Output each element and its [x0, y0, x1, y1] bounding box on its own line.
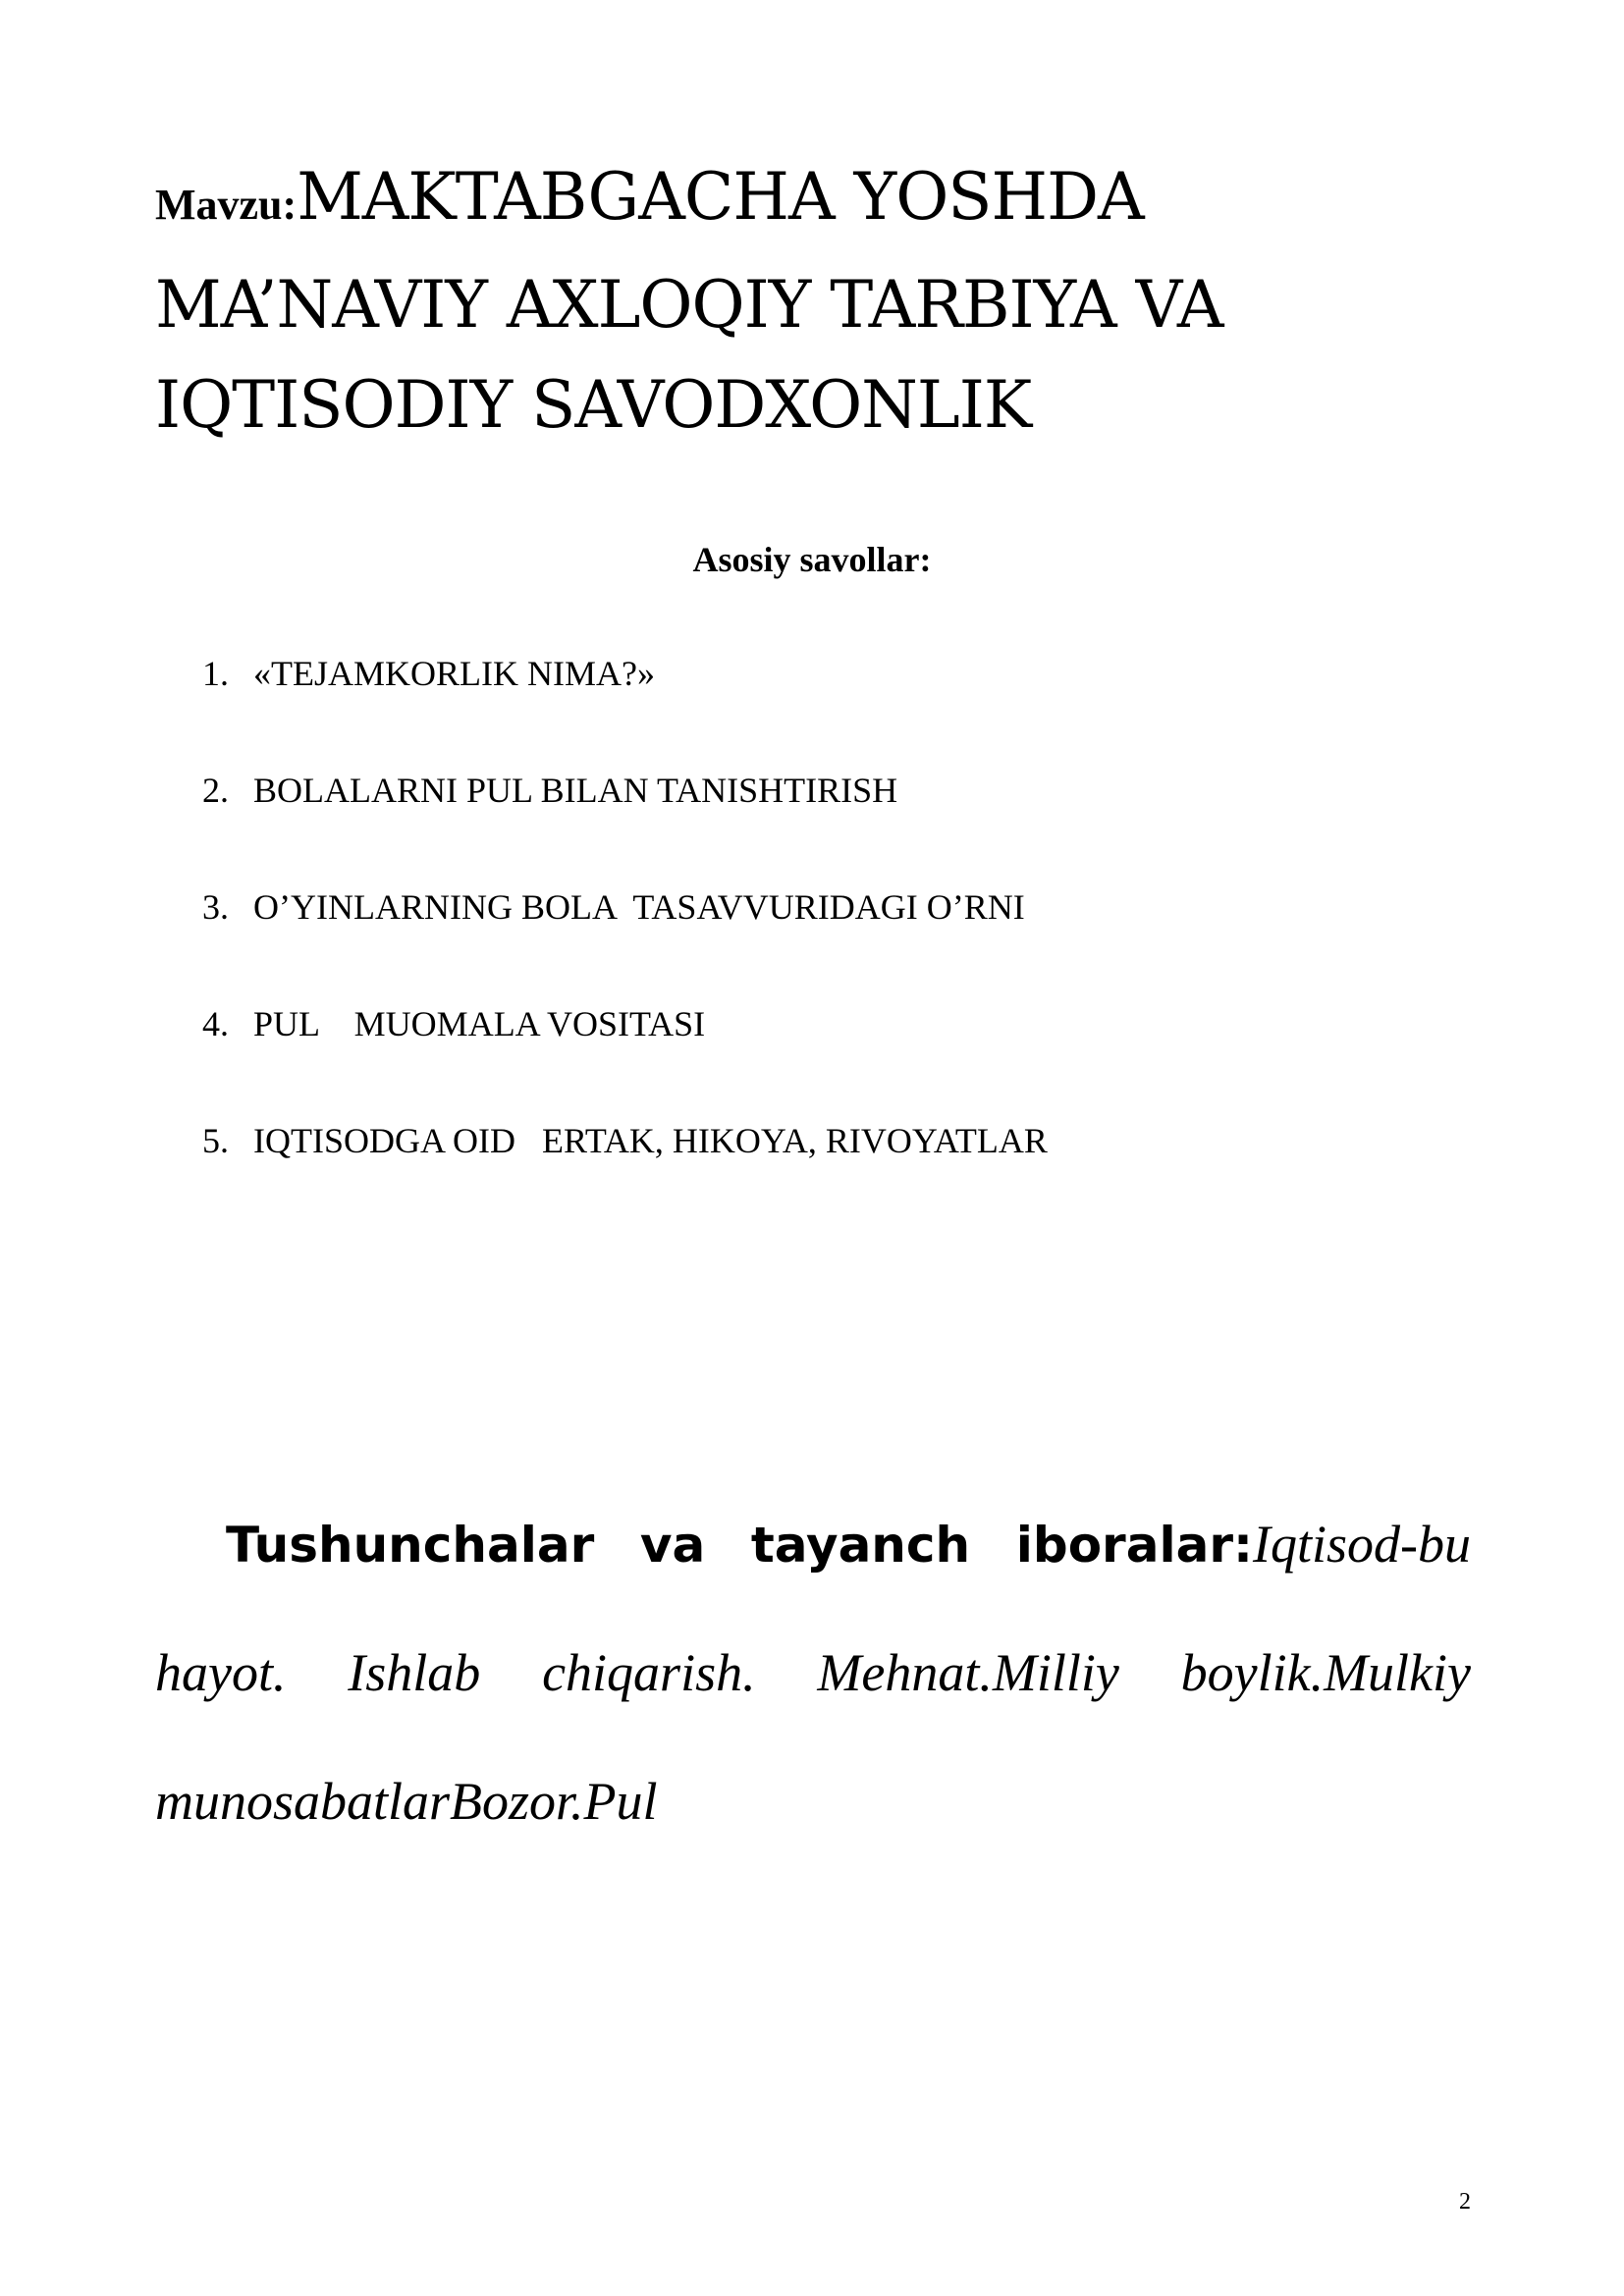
list-item-text: IQTISODGA OID ERTAK, HIKOYA, RIVOYATLAR	[253, 1121, 1048, 1160]
concepts-terms: Iqtisod-bu hayot. Ishlab chiqarish. Mehnat.Milliy boylik.Mulkiy munosabatlarBozor.Pul	[155, 1515, 1471, 1831]
list-item	[202, 1002, 1048, 1119]
list-item	[202, 1119, 1048, 1236]
list-item-number: 4.	[202, 1004, 229, 1043]
list-item-text: PUL MUOMALA VOSITASI	[253, 1004, 706, 1043]
list-item-number: 3.	[202, 887, 229, 927]
title-prefix: Mavzu:	[155, 181, 298, 229]
list-item	[202, 769, 1048, 885]
concepts-label: Tushunchalar va tayanch iboralar:	[226, 1517, 1253, 1574]
list-item	[202, 885, 1048, 1002]
list-item-number: 5.	[202, 1121, 229, 1160]
page-number: 2	[1459, 2189, 1471, 2215]
list-item-text: BOLALARNI PUL BILAN TANISHTIRISH	[253, 771, 898, 810]
list-item	[202, 652, 1048, 769]
list-item-number: 1.	[202, 654, 229, 693]
page-title	[155, 147, 1471, 455]
questions-list	[202, 652, 1048, 1236]
list-item-text: O’YINLARNING BOLA TASAVVURIDAGI O’RNI	[253, 887, 1025, 927]
questions-heading: Asosiy savollar:	[692, 540, 932, 579]
list-item-number: 2.	[202, 771, 229, 810]
title-text: MAKTABGACHA YOSHDA MA’NAVIY AXLOQIY TARBIYA VA IQTISODIY SAVODXONLIK	[155, 159, 1223, 443]
concepts-paragraph	[155, 1480, 1471, 1866]
list-item-text: «TEJAMKORLIK NIMA?»	[253, 654, 655, 693]
